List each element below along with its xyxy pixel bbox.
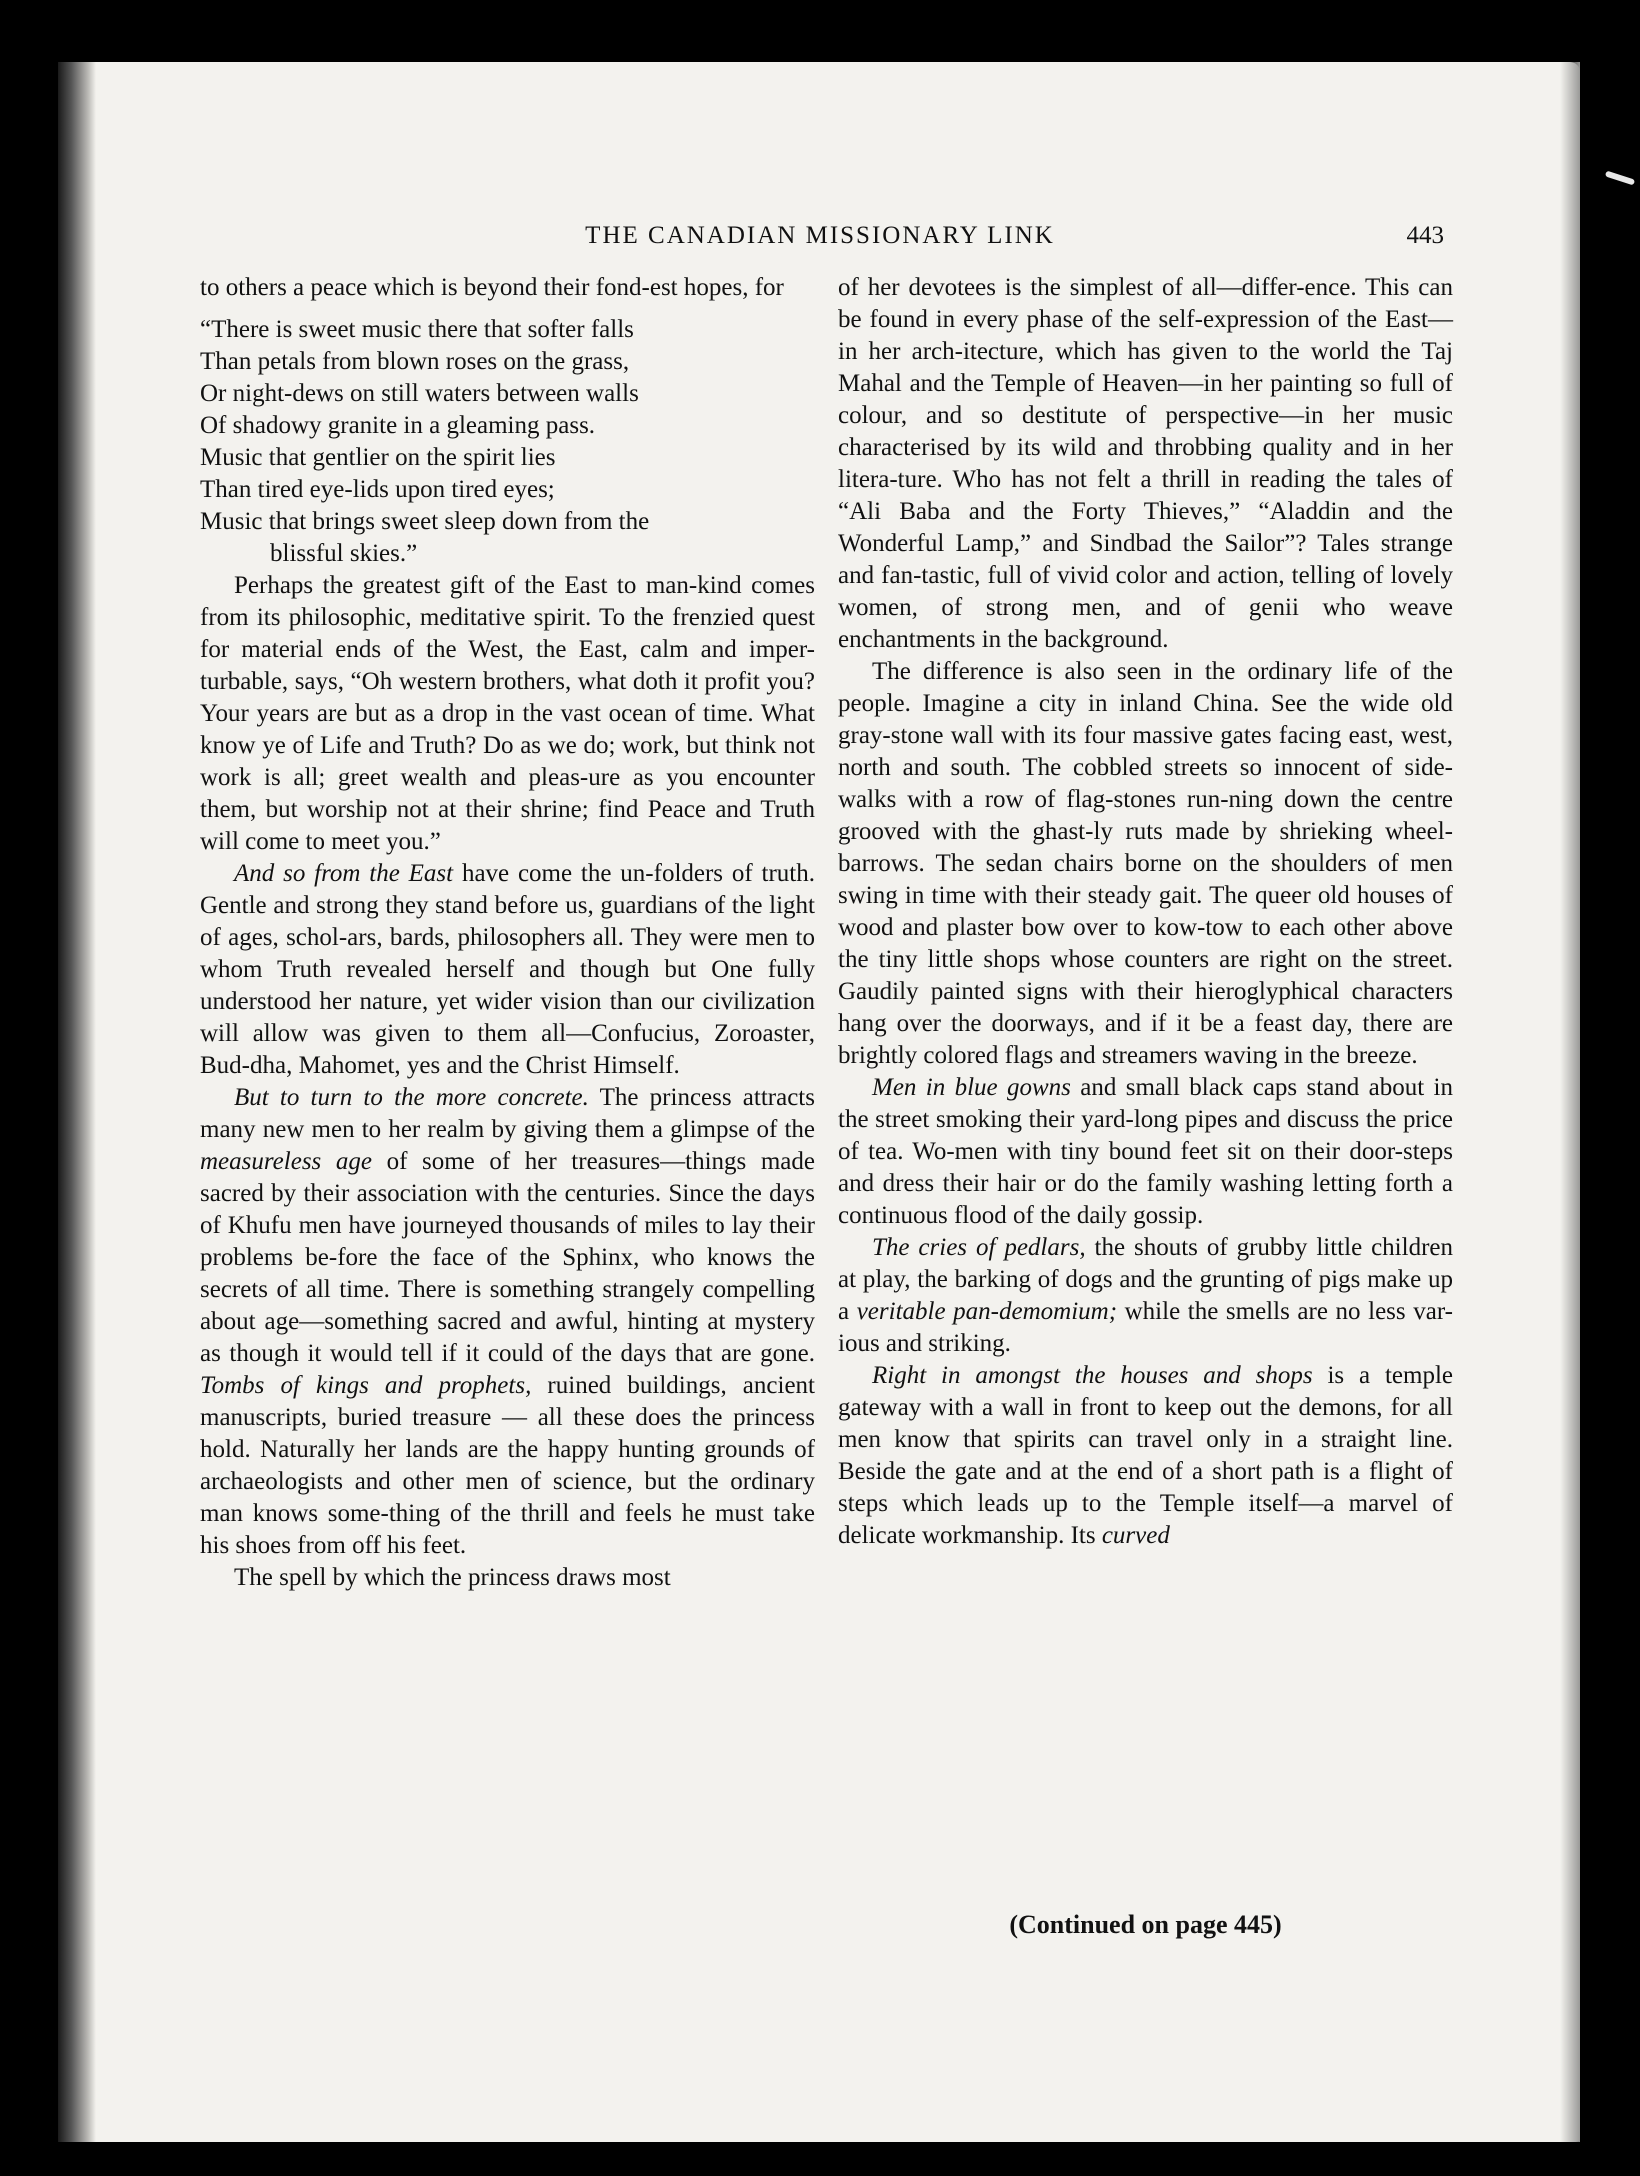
italic-phrase: veritable pan-demomium; — [856, 1298, 1118, 1325]
page-header — [200, 222, 1444, 262]
page-number: 443 — [1406, 222, 1444, 249]
poem-line: Or night-dews on still waters between walls — [200, 380, 639, 407]
italic-phrase: curved — [1101, 1522, 1170, 1549]
page-edge-shadow — [1560, 62, 1580, 2142]
poem-line: Of shadowy granite in a gleaming pass. — [200, 412, 596, 439]
paragraph: The cries of pedlars, the shouts of grubby little children at play, the barking of dogs and the grunting of pigs make up a veritable pan-demomium; while the smells are no less var-ious and striking. — [838, 1234, 1453, 1357]
paragraph: Men in blue gowns and small black caps stand about in the street smoking their yard-long pipes and discuss the price of tea. Wo-men with tiny bound feet sit on their door-steps and dress their hair or do the family washing letting forth a continuous flood of the daily gossip. — [838, 1074, 1453, 1229]
italic-phrase: Tombs of kings and prophets, — [200, 1372, 532, 1399]
poem-line: Than petals from blown roses on the grass, — [200, 348, 630, 375]
italic-phrase: measureless age — [200, 1148, 372, 1175]
poem-line: Music that gentlier on the spirit lies — [200, 444, 556, 471]
poem-line: “There is sweet music there that softer falls — [200, 316, 634, 343]
paragraph: to others a peace which is beyond their fond-est hopes, for — [200, 274, 784, 301]
poem-line: Than tired eye-lids upon tired eyes; — [200, 476, 555, 503]
left-column — [200, 272, 815, 1594]
paragraph: And so from the East have come the un-folders of truth. Gentle and strong they stand before us, guardians of the light of ages, schol-ars, bards, philosophers all. They were men to whom Truth revealed herself and though but One fully understood her nature, yet wider vision than our civilization will allow was given to them all—Confucius, Zoroaster, Bud-dha, Mahomet, yes and the Christ Himself. — [200, 860, 815, 1079]
paragraph: of her devotees is the simplest of all—differ-ence. This can be found in every phase of the self-expression of the East—in her arch-itecture, which has given to the world the Taj Mahal and the Temple of Heaven—in her painting so full of colour, and so destitute of perspective—in her music characterised by its wild and throbbing quality and in her litera-ture. Who has not felt a thrill in reading the tales of “Ali Baba and the Forty Thieves,” “Aladdin and the Wonderful Lamp,” and Sindbad the Sailor”? Tales strange and fan-tastic, full of vivid color and action, telling of lovely women, of strong men, and of genii who weave enchantments in the background. — [838, 274, 1453, 653]
running-head: THE CANADIAN MISSIONARY LINK — [585, 222, 1055, 249]
paragraph: But to turn to the more concrete. The princess attracts many new men to her realm by giving them a glimpse of the measureless age of some of her treasures—things made sacred by their association with the centuries. Since the days of Khufu men have journeyed thousands of miles to lay their problems be-fore the face of the Sphinx, who knows the secrets of all time. There is something strangely compelling about age—something sacred and awful, hinting at mystery as though it would tell if it could of the days that are gone. Tombs of kings and prophets, ruined buildings, ancient manuscripts, buried treasure — all these does the princess hold. Naturally her lands are the happy hunting grounds of archaeologists and other men of science, but the ordinary man knows some-thing of the thrill and feels he must take his shoes from off his feet. — [200, 1084, 816, 1559]
poem — [200, 314, 815, 570]
paragraph: Perhaps the greatest gift of the East to man-kind comes from its philosophic, meditative spirit. To the frenzied quest for material ends of the West, the East, calm and imper-turbable, says, “Oh western brothers, what doth it profit you? Your years are but as a drop in the vast ocean of time. What know ye of Life and Truth? Do as we do; work, but think not work is all; greet wealth and pleas-ure as you encounter them, but worship not at their shrine; find Peace and Truth will come to meet you.” — [200, 572, 815, 855]
italic-phrase: But to turn to the more concrete. — [234, 1084, 589, 1111]
edge-mark — [1605, 171, 1635, 186]
paragraph: The difference is also seen in the ordinary life of the people. Imagine a city in inland China. See the wide old gray-stone wall with its four massive gates facing east, west, north and south. The cobbled streets so innocent of side-walks with a row of flag-stones run-ning down the centre grooved with the ghast-ly ruts made by shrieking wheel-barrows. The sedan chairs borne on the shoulders of men swing in time with their steady gait. The queer old houses of wood and plaster bow over to kow-tow to each other above the tiny little shops whose counters are right on the street. Gaudily painted signs with their hieroglyphical characters hang over the doorways, and if it be a feast day, there are brightly colored flags and streamers waving in the breeze. — [838, 658, 1453, 1069]
italic-phrase: And so from the East — [234, 860, 454, 887]
right-column — [838, 272, 1453, 1552]
italic-phrase: The cries of pedlars, — [872, 1234, 1086, 1261]
paragraph: The spell by which the princess draws most — [234, 1564, 671, 1591]
continued-note: (Continued on page 445) — [1009, 1910, 1282, 1939]
italic-phrase: Men in blue gowns — [872, 1074, 1071, 1101]
poem-line: blissful skies.” — [270, 540, 418, 567]
italic-phrase: Right in amongst the houses and shops — [872, 1362, 1313, 1389]
poem-line: Music that brings sweet sleep down from the — [200, 508, 650, 535]
paragraph: Right in amongst the houses and shops is a temple gateway with a wall in front to keep out the demons, for all men know that spirits can travel only in a straight line. Beside the gate and at the end of a short path is a flight of steps which leads up to the Temple itself—a marvel of delicate workmanship. Its curved — [838, 1362, 1453, 1549]
binding-shadow — [58, 62, 96, 2142]
